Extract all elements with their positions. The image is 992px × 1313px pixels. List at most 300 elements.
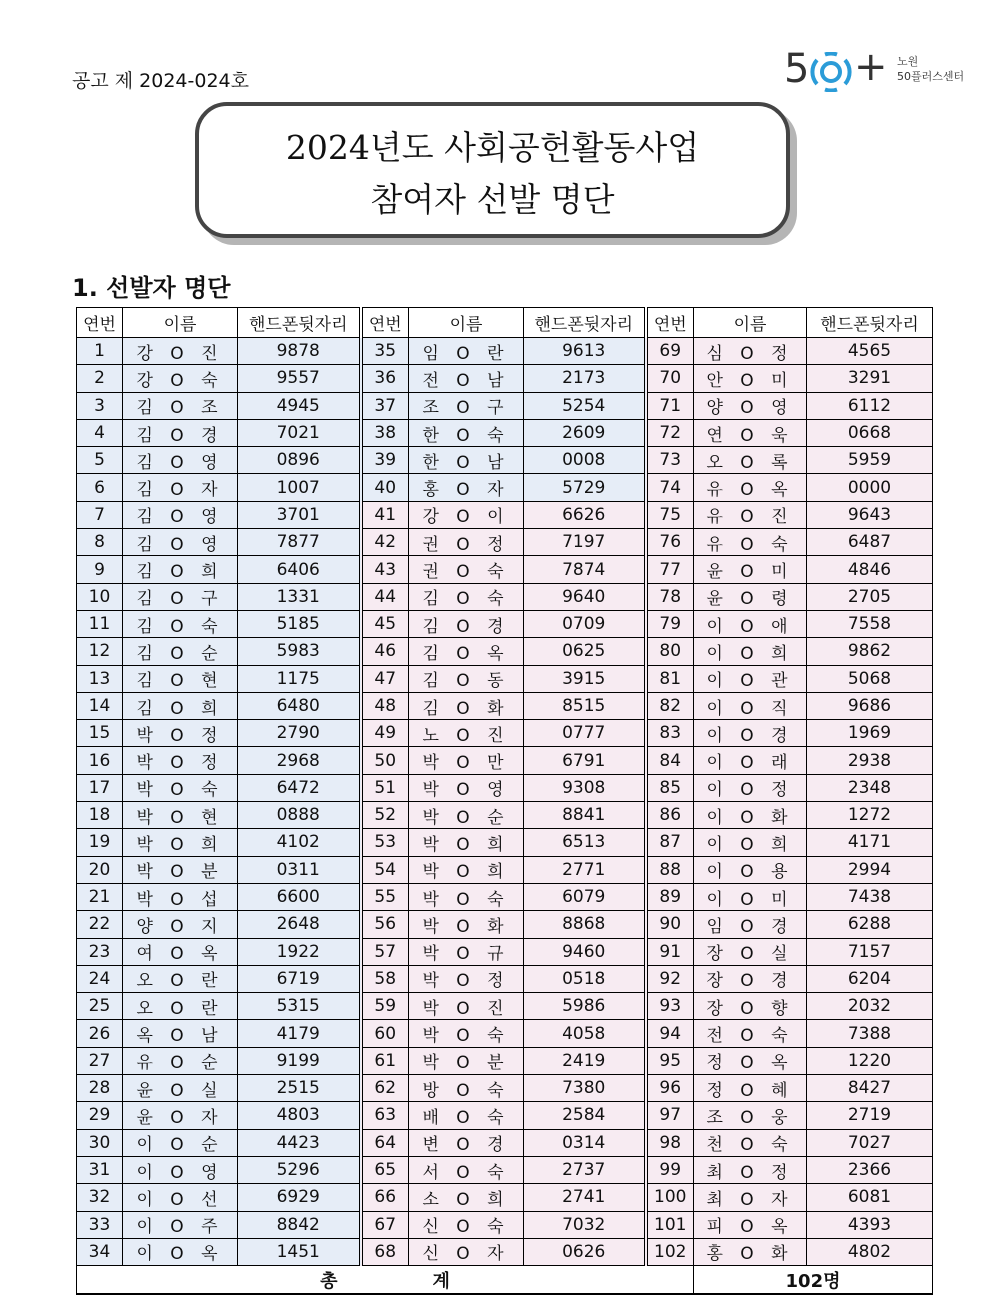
cell-phone: 2173 [524, 365, 646, 392]
cell-phone: 5315 [238, 993, 361, 1020]
cell-name: 방 O 숙 [409, 1075, 524, 1102]
cell-phone: 1007 [238, 474, 361, 501]
cell-name: 권 O 숙 [409, 556, 524, 583]
cell-name: 홍 O 화 [694, 1238, 807, 1265]
cell-phone: 2032 [807, 993, 933, 1020]
cell-no: 23 [77, 938, 123, 965]
cell-no: 78 [646, 583, 694, 610]
cell-phone: 2994 [807, 856, 933, 883]
cell-phone: 2705 [807, 583, 933, 610]
cell-phone: 5729 [524, 474, 646, 501]
cell-phone: 4945 [238, 392, 361, 419]
total-label-right: 계 [432, 1270, 450, 1292]
cell-name: 이 O 옥 [123, 1238, 238, 1265]
cell-no: 55 [361, 883, 409, 910]
cell-no: 71 [646, 392, 694, 419]
cell-name: 김 O 동 [409, 665, 524, 692]
cell-name: 유 O 옥 [694, 474, 807, 501]
cell-no: 86 [646, 802, 694, 829]
cell-phone: 6513 [524, 829, 646, 856]
cell-phone: 0314 [524, 1129, 646, 1156]
table-row [77, 938, 933, 965]
cell-no: 36 [361, 365, 409, 392]
cell-name: 박 O 분 [123, 856, 238, 883]
cell-no: 94 [646, 1020, 694, 1047]
cell-phone: 9640 [524, 583, 646, 610]
cell-phone: 6204 [807, 965, 933, 992]
total-count: 102명 [694, 1266, 933, 1295]
cell-name: 박 O 정 [409, 965, 524, 992]
cell-no: 46 [361, 638, 409, 665]
cell-phone: 3701 [238, 501, 361, 528]
table-row [77, 638, 933, 665]
cell-phone: 4423 [238, 1129, 361, 1156]
cell-name: 이 O 용 [694, 856, 807, 883]
cell-no: 39 [361, 447, 409, 474]
cell-phone: 1175 [238, 665, 361, 692]
table-row [77, 338, 933, 365]
cell-name: 조 O 웅 [694, 1102, 807, 1129]
table-row [77, 501, 933, 528]
cell-phone: 8868 [524, 911, 646, 938]
cell-phone: 2419 [524, 1047, 646, 1074]
total-label-left: 총 [320, 1270, 338, 1292]
cell-name: 연 O 욱 [694, 419, 807, 446]
cell-phone: 1922 [238, 938, 361, 965]
table-row [77, 474, 933, 501]
table-row [77, 1047, 933, 1074]
cell-name: 이 O 관 [694, 665, 807, 692]
cell-name: 박 O 분 [409, 1047, 524, 1074]
cell-phone: 7388 [807, 1020, 933, 1047]
cell-phone: 0625 [524, 638, 646, 665]
cell-no: 99 [646, 1156, 694, 1183]
cell-name: 이 O 정 [694, 774, 807, 801]
cell-no: 80 [646, 638, 694, 665]
cell-name: 정 O 혜 [694, 1075, 807, 1102]
cell-no: 92 [646, 965, 694, 992]
cell-no: 89 [646, 883, 694, 910]
cell-no: 4 [77, 419, 123, 446]
cell-no: 20 [77, 856, 123, 883]
cell-name: 박 O 희 [123, 829, 238, 856]
table-header-row [77, 308, 933, 338]
cell-phone: 2771 [524, 856, 646, 883]
cell-no: 19 [77, 829, 123, 856]
table-body [77, 338, 933, 1266]
organization-logo [784, 44, 974, 94]
cell-phone: 4803 [238, 1102, 361, 1129]
cell-name: 이 O 경 [694, 720, 807, 747]
cell-name: 김 O 숙 [123, 610, 238, 637]
cell-name: 강 O 숙 [123, 365, 238, 392]
cell-no: 79 [646, 610, 694, 637]
cell-no: 102 [646, 1238, 694, 1265]
cell-no: 84 [646, 747, 694, 774]
cell-no: 81 [646, 665, 694, 692]
cell-phone: 0626 [524, 1238, 646, 1265]
cell-name: 유 O 숙 [694, 529, 807, 556]
cell-no: 100 [646, 1184, 694, 1211]
cell-name: 임 O 경 [694, 911, 807, 938]
cell-no: 24 [77, 965, 123, 992]
cell-name: 이 O 화 [694, 802, 807, 829]
cell-phone: 7558 [807, 610, 933, 637]
cell-no: 57 [361, 938, 409, 965]
cell-name: 피 O 옥 [694, 1211, 807, 1238]
cell-phone: 6288 [807, 911, 933, 938]
cell-phone: 7438 [807, 883, 933, 910]
cell-name: 장 O 향 [694, 993, 807, 1020]
table-row [77, 529, 933, 556]
cell-phone: 5986 [524, 993, 646, 1020]
cell-name: 윤 O 령 [694, 583, 807, 610]
cell-phone: 8842 [238, 1211, 361, 1238]
cell-no: 91 [646, 938, 694, 965]
cell-phone: 1331 [238, 583, 361, 610]
cell-phone: 4179 [238, 1020, 361, 1047]
cell-no: 96 [646, 1075, 694, 1102]
cell-no: 11 [77, 610, 123, 637]
cell-phone: 6487 [807, 529, 933, 556]
header-name: 이름 [123, 308, 238, 338]
cell-phone: 6719 [238, 965, 361, 992]
cell-no: 15 [77, 720, 123, 747]
cell-no: 61 [361, 1047, 409, 1074]
header-phone: 핸드폰뒷자리 [807, 308, 933, 338]
cell-name: 오 O 록 [694, 447, 807, 474]
cell-name: 박 O 현 [123, 802, 238, 829]
cell-phone: 0000 [807, 474, 933, 501]
cell-no: 51 [361, 774, 409, 801]
cell-no: 34 [77, 1238, 123, 1265]
cell-no: 53 [361, 829, 409, 856]
cell-no: 93 [646, 993, 694, 1020]
cell-no: 65 [361, 1156, 409, 1183]
cell-phone: 9460 [524, 938, 646, 965]
cell-no: 41 [361, 501, 409, 528]
table-row [77, 802, 933, 829]
table-row [77, 692, 933, 719]
table-row [77, 392, 933, 419]
cell-name: 이 O 순 [123, 1129, 238, 1156]
cell-name: 임 O 란 [409, 338, 524, 365]
cell-no: 1 [77, 338, 123, 365]
title-box [195, 102, 790, 238]
cell-no: 60 [361, 1020, 409, 1047]
cell-name: 박 O 만 [409, 747, 524, 774]
table-row [77, 883, 933, 910]
cell-name: 박 O 진 [409, 993, 524, 1020]
table-row [77, 365, 933, 392]
cell-phone: 0896 [238, 447, 361, 474]
cell-phone: 7197 [524, 529, 646, 556]
cell-phone: 5068 [807, 665, 933, 692]
cell-no: 40 [361, 474, 409, 501]
cell-phone: 0777 [524, 720, 646, 747]
cell-phone: 0888 [238, 802, 361, 829]
cell-name: 김 O 영 [123, 501, 238, 528]
cell-name: 김 O 희 [123, 692, 238, 719]
header-phone: 핸드폰뒷자리 [238, 308, 361, 338]
cell-no: 98 [646, 1129, 694, 1156]
cell-phone: 6929 [238, 1184, 361, 1211]
table-row [77, 993, 933, 1020]
cell-no: 73 [646, 447, 694, 474]
cell-name: 박 O 숙 [409, 1020, 524, 1047]
cell-name: 오 O 란 [123, 993, 238, 1020]
cell-name: 김 O 희 [123, 556, 238, 583]
table-row [77, 829, 933, 856]
notice-number: 공고 제 2024-024호 [72, 70, 249, 92]
cell-phone: 2366 [807, 1156, 933, 1183]
cell-no: 31 [77, 1156, 123, 1183]
cell-name: 천 O 숙 [694, 1129, 807, 1156]
cell-phone: 7021 [238, 419, 361, 446]
cell-name: 신 O 숙 [409, 1211, 524, 1238]
logo-text-center: 50플러스센터 [897, 70, 965, 83]
cell-phone: 2348 [807, 774, 933, 801]
cell-phone: 0008 [524, 447, 646, 474]
cell-name: 전 O 남 [409, 365, 524, 392]
cell-name: 전 O 숙 [694, 1020, 807, 1047]
cell-name: 양 O 지 [123, 911, 238, 938]
cell-no: 21 [77, 883, 123, 910]
cell-no: 63 [361, 1102, 409, 1129]
cell-phone: 9862 [807, 638, 933, 665]
cell-no: 33 [77, 1211, 123, 1238]
cell-no: 72 [646, 419, 694, 446]
cell-phone: 5296 [238, 1156, 361, 1183]
cell-no: 101 [646, 1211, 694, 1238]
header-no: 연번 [361, 308, 409, 338]
header-no: 연번 [77, 308, 123, 338]
cell-name: 이 O 애 [694, 610, 807, 637]
cell-no: 62 [361, 1075, 409, 1102]
cell-name: 윤 O 자 [123, 1102, 238, 1129]
cell-name: 김 O 구 [123, 583, 238, 610]
cell-no: 10 [77, 583, 123, 610]
cell-name: 서 O 숙 [409, 1156, 524, 1183]
cell-phone: 9613 [524, 338, 646, 365]
cell-name: 박 O 규 [409, 938, 524, 965]
header-name: 이름 [409, 308, 524, 338]
table-row [77, 665, 933, 692]
cell-name: 소 O 희 [409, 1184, 524, 1211]
cell-name: 오 O 란 [123, 965, 238, 992]
cell-name: 여 O 옥 [123, 938, 238, 965]
cell-phone: 5959 [807, 447, 933, 474]
cell-phone: 2737 [524, 1156, 646, 1183]
cell-name: 이 O 영 [123, 1156, 238, 1183]
cell-no: 43 [361, 556, 409, 583]
total-label [77, 1266, 694, 1295]
cell-name: 노 O 진 [409, 720, 524, 747]
table-row [77, 419, 933, 446]
cell-name: 김 O 경 [409, 610, 524, 637]
cell-phone: 2648 [238, 911, 361, 938]
cell-no: 74 [646, 474, 694, 501]
cell-name: 박 O 영 [409, 774, 524, 801]
cell-phone: 3291 [807, 365, 933, 392]
cell-phone: 2609 [524, 419, 646, 446]
table-row [77, 447, 933, 474]
cell-no: 5 [77, 447, 123, 474]
cell-no: 47 [361, 665, 409, 692]
table-row [77, 1184, 933, 1211]
cell-no: 26 [77, 1020, 123, 1047]
cell-name: 이 O 래 [694, 747, 807, 774]
title-line-1: 2024년도 사회공헌활동사업 [285, 128, 700, 167]
cell-no: 66 [361, 1184, 409, 1211]
cell-phone: 6081 [807, 1184, 933, 1211]
cell-name: 옥 O 남 [123, 1020, 238, 1047]
cell-no: 16 [77, 747, 123, 774]
cell-name: 박 O 정 [123, 747, 238, 774]
cell-name: 박 O 순 [409, 802, 524, 829]
cell-name: 김 O 조 [123, 392, 238, 419]
cell-phone: 4058 [524, 1020, 646, 1047]
cell-phone: 2719 [807, 1102, 933, 1129]
cell-no: 59 [361, 993, 409, 1020]
cell-no: 44 [361, 583, 409, 610]
cell-name: 박 O 희 [409, 856, 524, 883]
cell-name: 정 O 옥 [694, 1047, 807, 1074]
table-row [77, 774, 933, 801]
cell-phone: 1451 [238, 1238, 361, 1265]
cell-no: 30 [77, 1129, 123, 1156]
cell-phone: 8515 [524, 692, 646, 719]
cell-name: 유 O 진 [694, 501, 807, 528]
cell-name: 이 O 희 [694, 829, 807, 856]
cell-name: 홍 O 자 [409, 474, 524, 501]
cell-no: 68 [361, 1238, 409, 1265]
cell-no: 27 [77, 1047, 123, 1074]
cell-phone: 6079 [524, 883, 646, 910]
table-row [77, 1211, 933, 1238]
cell-no: 14 [77, 692, 123, 719]
cell-phone: 4802 [807, 1238, 933, 1265]
cell-name: 강 O 이 [409, 501, 524, 528]
cell-phone: 6480 [238, 692, 361, 719]
table-row [77, 720, 933, 747]
cell-name: 심 O 정 [694, 338, 807, 365]
cell-no: 25 [77, 993, 123, 1020]
cell-name: 박 O 섭 [123, 883, 238, 910]
cell-phone: 7874 [524, 556, 646, 583]
cell-phone: 9308 [524, 774, 646, 801]
cell-name: 장 O 경 [694, 965, 807, 992]
cell-name: 강 O 진 [123, 338, 238, 365]
header-phone: 핸드폰뒷자리 [524, 308, 646, 338]
cell-phone: 1220 [807, 1047, 933, 1074]
cell-phone: 6600 [238, 883, 361, 910]
cell-no: 7 [77, 501, 123, 528]
cell-name: 조 O 구 [409, 392, 524, 419]
cell-no: 28 [77, 1075, 123, 1102]
cell-no: 54 [361, 856, 409, 883]
title-line-2: 참여자 선발 명단 [370, 180, 615, 219]
cell-no: 35 [361, 338, 409, 365]
cell-name: 김 O 옥 [409, 638, 524, 665]
logo-mark-plus: + [854, 44, 888, 90]
cell-phone: 2968 [238, 747, 361, 774]
section-heading: 1. 선발자 명단 [72, 274, 231, 302]
cell-no: 70 [646, 365, 694, 392]
cell-name: 김 O 현 [123, 665, 238, 692]
cell-phone: 4102 [238, 829, 361, 856]
cell-phone: 6406 [238, 556, 361, 583]
cell-no: 77 [646, 556, 694, 583]
cell-phone: 9199 [238, 1047, 361, 1074]
cell-no: 8 [77, 529, 123, 556]
cell-name: 유 O 순 [123, 1047, 238, 1074]
cell-phone: 2741 [524, 1184, 646, 1211]
cell-no: 12 [77, 638, 123, 665]
cell-no: 48 [361, 692, 409, 719]
cell-name: 이 O 희 [694, 638, 807, 665]
cell-name: 윤 O 미 [694, 556, 807, 583]
cell-phone: 9686 [807, 692, 933, 719]
cell-name: 배 O 숙 [409, 1102, 524, 1129]
table-row [77, 1102, 933, 1129]
cell-name: 이 O 직 [694, 692, 807, 719]
table-row [77, 1075, 933, 1102]
table-row [77, 965, 933, 992]
cell-phone: 2515 [238, 1075, 361, 1102]
cell-phone: 7157 [807, 938, 933, 965]
cell-phone: 2584 [524, 1102, 646, 1129]
cell-phone: 5185 [238, 610, 361, 637]
selected-participants-table [76, 307, 933, 1295]
cell-name: 최 O 정 [694, 1156, 807, 1183]
cell-phone: 9878 [238, 338, 361, 365]
cell-name: 김 O 경 [123, 419, 238, 446]
cell-phone: 1969 [807, 720, 933, 747]
cell-name: 신 O 자 [409, 1238, 524, 1265]
logo-text-district: 노원 [897, 55, 919, 68]
cell-name: 양 O 영 [694, 392, 807, 419]
cell-no: 64 [361, 1129, 409, 1156]
cell-phone: 7380 [524, 1075, 646, 1102]
cell-no: 49 [361, 720, 409, 747]
cell-no: 32 [77, 1184, 123, 1211]
cell-no: 58 [361, 965, 409, 992]
cell-phone: 3915 [524, 665, 646, 692]
cell-phone: 0518 [524, 965, 646, 992]
cell-no: 13 [77, 665, 123, 692]
table-row [77, 610, 933, 637]
table-row [77, 556, 933, 583]
cell-name: 이 O 미 [694, 883, 807, 910]
logo-ring-icon [808, 52, 854, 92]
table-row [77, 583, 933, 610]
cell-phone: 7027 [807, 1129, 933, 1156]
cell-name: 박 O 화 [409, 911, 524, 938]
cell-no: 76 [646, 529, 694, 556]
cell-name: 이 O 주 [123, 1211, 238, 1238]
table-row [77, 1156, 933, 1183]
cell-phone: 6791 [524, 747, 646, 774]
cell-no: 82 [646, 692, 694, 719]
cell-phone: 0668 [807, 419, 933, 446]
cell-phone: 5983 [238, 638, 361, 665]
cell-phone: 6472 [238, 774, 361, 801]
cell-no: 17 [77, 774, 123, 801]
cell-name: 한 O 숙 [409, 419, 524, 446]
cell-no: 29 [77, 1102, 123, 1129]
cell-phone: 4846 [807, 556, 933, 583]
